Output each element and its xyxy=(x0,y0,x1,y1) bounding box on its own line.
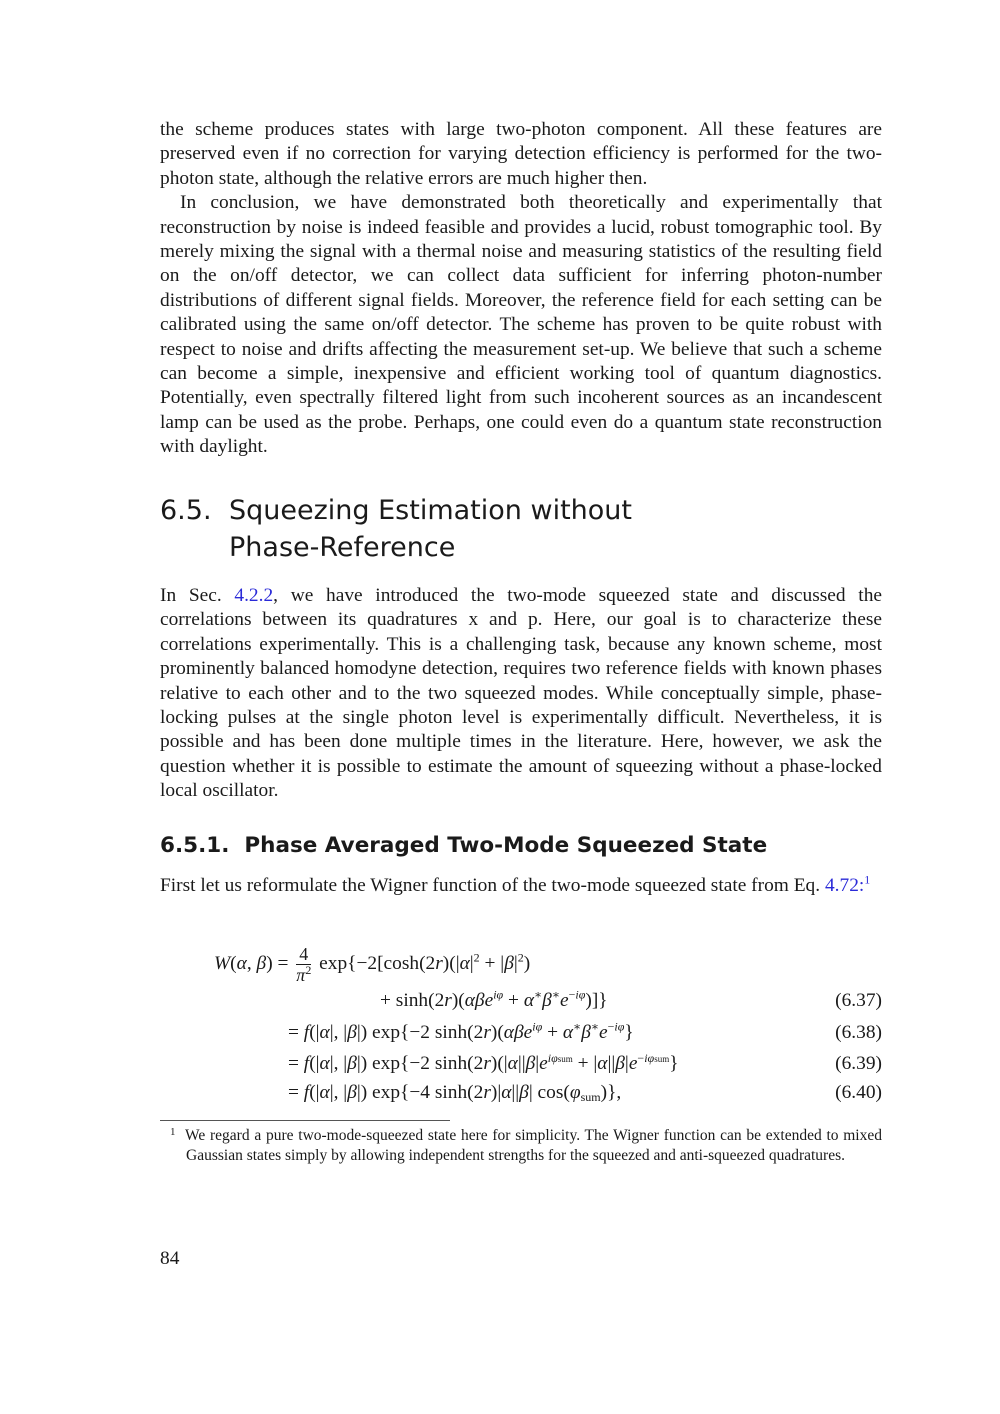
section-title-line2: Phase-Reference xyxy=(229,532,456,563)
subsection-heading xyxy=(160,830,882,862)
footnote-marker[interactable]: 1 xyxy=(864,872,871,887)
equation-6-37-line2: + $\sinh(2r)(\alpha\beta e^{i\varphi} + \alpha^∗\beta^∗e^{-i\varphi})$]} xyxy=(380,987,608,1011)
equation-6-40: = f(|α|, |β|) exp{−4 sinh(2r)|α||β| $\cos(\varphi_{sum})$}, xyxy=(288,1082,622,1104)
subsection-number: 6.5.1. xyxy=(160,833,230,858)
section-paragraph xyxy=(160,584,882,804)
footnote-mark: 1 xyxy=(170,1126,176,1138)
equation-6-38: = f(|α|, |β|) exp{−2 $\sinh(2r)(\alpha\beta e^{i\varphi} + \alpha^∗\beta^∗e^{-i\varphi}\}$ xyxy=(288,1019,634,1043)
subsection-title: Phase Averaged Two-Mode Squeezed State xyxy=(244,833,768,858)
subsection-body xyxy=(160,874,882,898)
fraction: $\frac{4}{\pi^2}$ xyxy=(296,944,312,985)
subsection-paragraph-start: First let us reformulate the Wigner function of the two-mode squeezed state from Eq. xyxy=(160,875,825,896)
equation-number: (6.40) xyxy=(835,1082,882,1103)
section-title-line1: Squeezing Estimation without xyxy=(229,495,632,526)
section-body xyxy=(160,584,882,804)
footnote-text: We regard a pure two-mode-squeezed state here for simplicity. The Wigner function can be extended to mixed Gaussian states simply by allowing independent strengths for the squeezed and anti-squeezed quadratures. xyxy=(185,1127,882,1164)
intro-paragraph-2: In conclusion, we have demonstrated both theoretically and experimentally that reconstruction by noise is indeed feasible and provides a lucid, robust tomographic tool. By merely mixing the signal with a thermal noise and measuring statistics of the resulting field on the on/off detector, we can collect data sufficient for inferring photon-number distributions of different signal fields. Moreover, the reference field for each setting can be calibrated using the same on/off detector. The scheme has proven to be quite robust with respect to noise and drifts affecting the measurement set-up. We believe that such a scheme can become a simple, inexpensive and efficient working tool of quantum diagnostics. Potentially, even spectrally filtered light from such incoherent sources as an incandescent lamp can be used as the probe. Perhaps, one could even do a quantum state reconstruction with daylight. xyxy=(160,192,882,458)
subsection-paragraph xyxy=(160,874,882,898)
equation-number: (6.38) xyxy=(835,1022,882,1043)
section-paragraph-rest: , we have introduced the two-mode squeezed state and discussed the correlations between its quadratures x and p. Here, our goal is to characterize these correlations experimentally. This is a challenging task, because any known scheme, most prominently balanced homodyne detection, requires two reference fields with known phases relative to each other and to the two squeezed modes. While conceptually simple, phase-locking pulses at the single photon level is experimentally difficult. Nevertheless, it is possible and has been done multiple times in the literature. Here, however, we ask the question whether it is possible to estimate the amount of squeezing without a phase-locked local oscillator. xyxy=(160,585,882,802)
footnote-rule xyxy=(160,1120,450,1121)
footnote xyxy=(160,1126,882,1166)
intro-paragraph-1: the scheme produces states with large two-photon component. All these features are preserved even if no correction for varying detection efficiency is performed for the two-photon state, although the relative errors are much higher then. xyxy=(160,119,882,189)
section-paragraph-start: In Sec. xyxy=(160,585,235,606)
equation-6-39: = f(|α|, |β|) exp{−2 $\sinh(2r)(|\alpha||\beta|e^{i\varphi sum} + |\alpha||\beta|e^{-i\varphi sum}\}$ xyxy=(288,1050,679,1074)
equation-6-37-line1: W(α, β) = $\frac{4}{\pi^2}$ $\exp\{-2[\cosh(2r)(|\alpha|^2 + |\beta|^2)$ xyxy=(214,944,531,985)
intro-block xyxy=(160,118,882,460)
equation-number: (6.37) xyxy=(835,990,882,1011)
section-ref-link[interactable]: 4.2.2 xyxy=(234,585,274,606)
equation-number: (6.39) xyxy=(835,1053,882,1074)
section-heading xyxy=(160,492,882,566)
section-number: 6.5. xyxy=(160,495,212,526)
equation-ref-link[interactable]: 4.72:$^1$ xyxy=(824,872,871,896)
page-number: 84 xyxy=(160,1248,180,1269)
